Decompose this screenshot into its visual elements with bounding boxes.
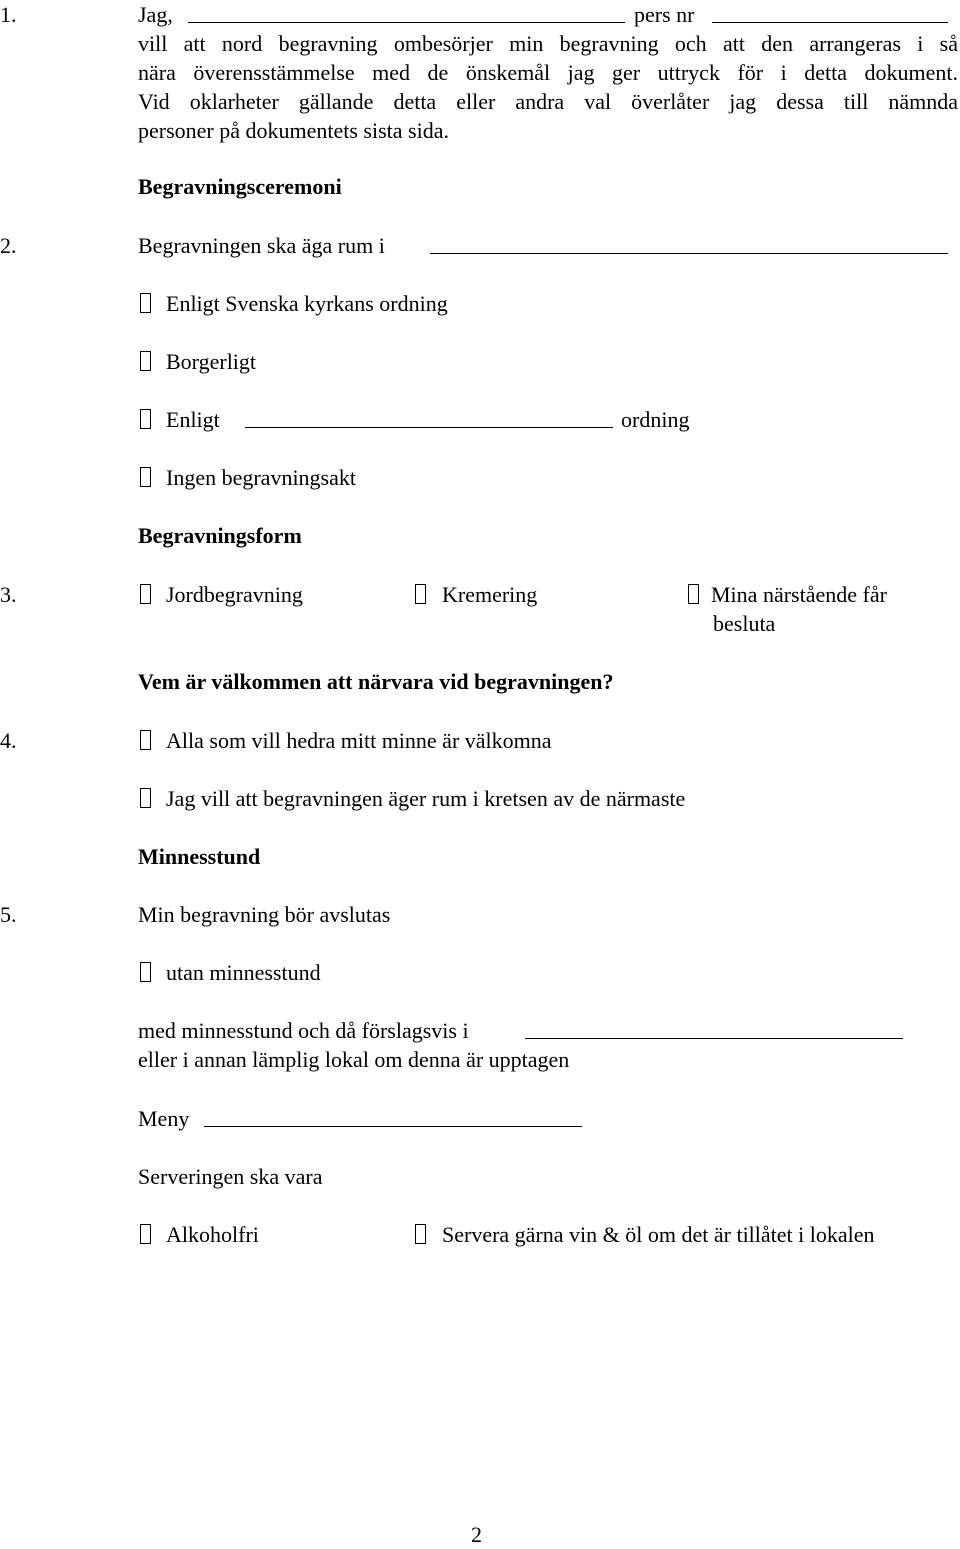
memorial-intro: Min begravning bör avslutas <box>138 902 391 927</box>
checkbox-borgerligt[interactable] <box>140 351 151 371</box>
menu-field[interactable] <box>204 1106 582 1127</box>
checkbox-label: utan minnesstund <box>166 960 321 985</box>
item-4-number: 4. <box>0 728 17 753</box>
checkbox-narmaste[interactable] <box>140 788 151 808</box>
paragraph-line: personer på dokumentets sista sida. <box>138 118 449 143</box>
item-5-number: 5. <box>0 902 17 927</box>
pers-nr-label: pers nr <box>634 2 695 27</box>
checkbox-alla-valkomna[interactable] <box>140 730 151 750</box>
section-heading-ceremony: Begravningsceremoni <box>138 174 342 199</box>
checkbox-narstaende[interactable] <box>688 584 699 604</box>
checkbox-label: Ingen begravningsakt <box>166 465 356 490</box>
checkbox-label: Alkoholfri <box>166 1222 259 1247</box>
checkbox-svenska-kyrkan[interactable] <box>140 293 151 313</box>
memorial-place-label: med minnesstund och då förslagsvis i <box>138 1018 469 1043</box>
memorial-place-note: eller i annan lämplig lokal om denna är upptagen <box>138 1047 570 1072</box>
name-field[interactable] <box>188 2 625 23</box>
checkbox-kremering[interactable] <box>415 584 426 604</box>
checkbox-utan-minnesstund[interactable] <box>140 962 151 982</box>
section-heading-memorial: Minnesstund <box>138 844 261 869</box>
checkbox-alkoholfri[interactable] <box>140 1224 151 1244</box>
checkbox-vin-ol[interactable] <box>415 1224 426 1244</box>
section-heading-welcome: Vem är välkommen att närvara vid begravningen? <box>138 669 614 694</box>
ordning-label: ordning <box>621 407 690 432</box>
paragraph-line: Vid oklarheter gällande detta eller andra val överlåter jag dessa till nämnda <box>138 89 958 114</box>
checkbox-label: Borgerligt <box>166 349 257 374</box>
section-heading-form: Begravningsform <box>138 523 302 548</box>
pers-nr-field[interactable] <box>712 2 948 23</box>
checkbox-label: Enligt <box>166 407 220 432</box>
checkbox-label: Jordbegravning <box>166 582 303 607</box>
checkbox-ingen-begravningsakt[interactable] <box>140 467 151 487</box>
checkbox-label-continued: besluta <box>713 611 776 636</box>
checkbox-label: Servera gärna vin & öl om det är tillåtet i lokalen <box>442 1222 875 1247</box>
checkbox-jordbegravning[interactable] <box>140 584 151 604</box>
checkbox-enligt[interactable] <box>140 409 151 429</box>
ceremony-place-field[interactable] <box>430 233 948 254</box>
paragraph-line: nära överensstämmelse med de önskemål jag ger uttryck för i detta dokument. <box>138 60 958 85</box>
item-3-number: 3. <box>0 582 17 607</box>
item-1-paragraph <box>138 29 958 145</box>
ordning-field[interactable] <box>245 407 613 428</box>
checkbox-label: Mina närstående får <box>711 582 887 607</box>
ceremony-place-label: Begravningen ska äga rum i <box>138 233 385 258</box>
item-2-number: 2. <box>0 233 17 258</box>
menu-label: Meny <box>138 1106 190 1131</box>
checkbox-label: Alla som vill hedra mitt minne är välkomna <box>166 728 552 753</box>
memorial-place-field[interactable] <box>525 1018 903 1039</box>
checkbox-label: Jag vill att begravningen äger rum i kretsen av de närmaste <box>166 786 686 811</box>
serving-label: Serveringen ska vara <box>138 1164 323 1189</box>
checkbox-label: Kremering <box>442 582 538 607</box>
item-1-number: 1. <box>0 2 17 27</box>
page-number: 2 <box>471 1522 482 1547</box>
checkbox-label: Enligt Svenska kyrkans ordning <box>166 291 448 316</box>
name-label: Jag, <box>138 2 173 27</box>
paragraph-line: vill att nord begravning ombesörjer min begravning och att den arrangeras i så <box>138 31 958 56</box>
